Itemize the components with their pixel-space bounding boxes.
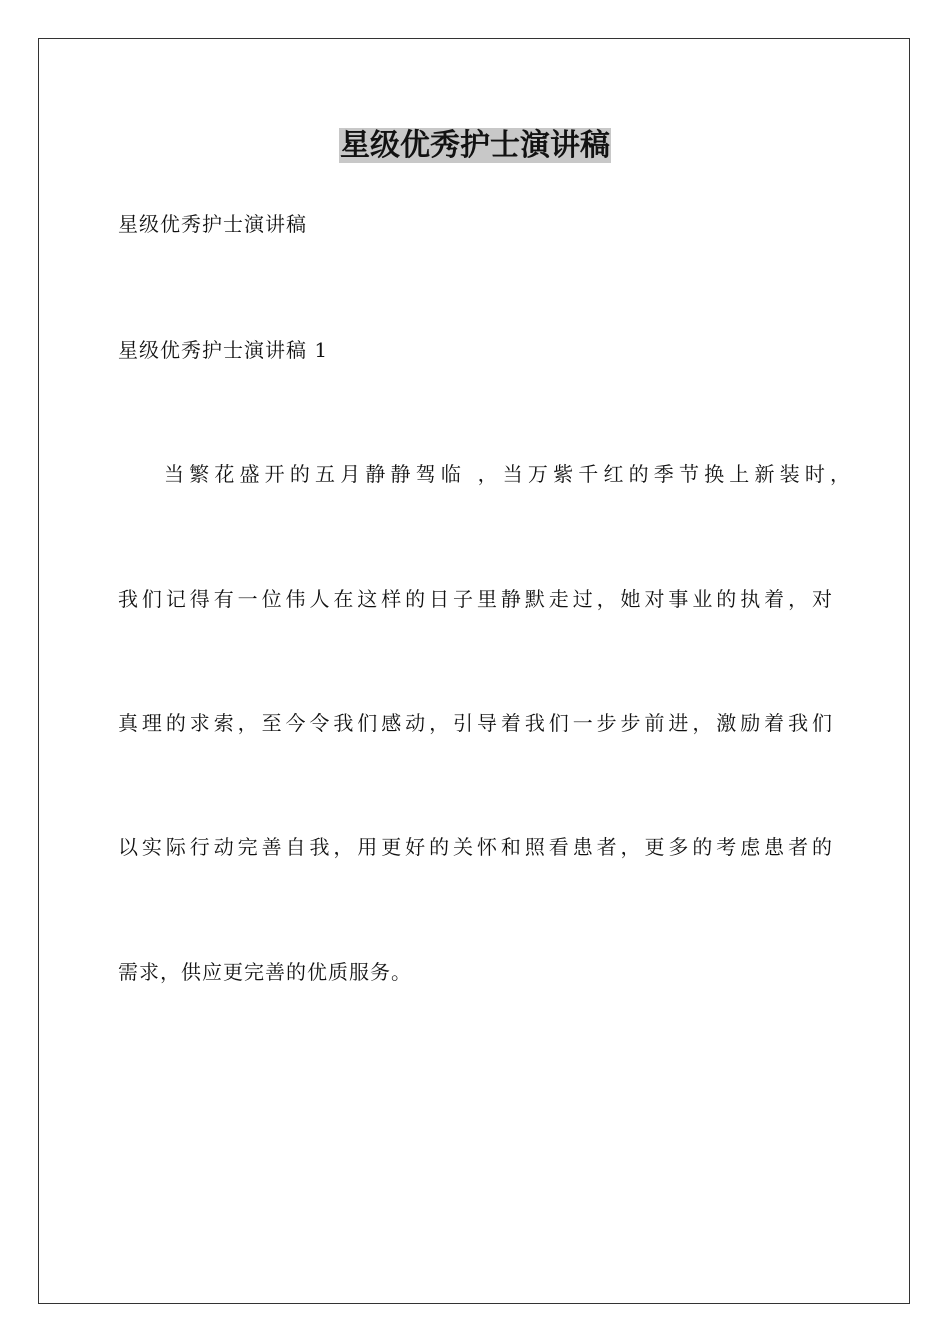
document-title [0,124,950,168]
paragraph-line: 需求，供应更完善的优质服务。 [118,960,412,984]
paragraph-line: 我们记得有一位伟人在这样的日子里静默走过，她对事业的执着，对 [118,587,832,611]
paragraph-line: 当繁花盛开的五月静静驾临 ，当万紫千红的季节换上新装时， [164,462,850,486]
section-heading: 星级优秀护士演讲稿 1 [118,338,329,362]
paragraph-line: 以实际行动完善自我，用更好的关怀和照看患者，更多的考虑患者的 [118,835,832,859]
document-subtitle: 星级优秀护士演讲稿 [118,212,307,236]
paragraph-line: 真理的求索，至今令我们感动，引导着我们一步步前进，激励着我们 [118,711,832,735]
document-title-text: 星级优秀护士演讲稿 [340,128,610,163]
